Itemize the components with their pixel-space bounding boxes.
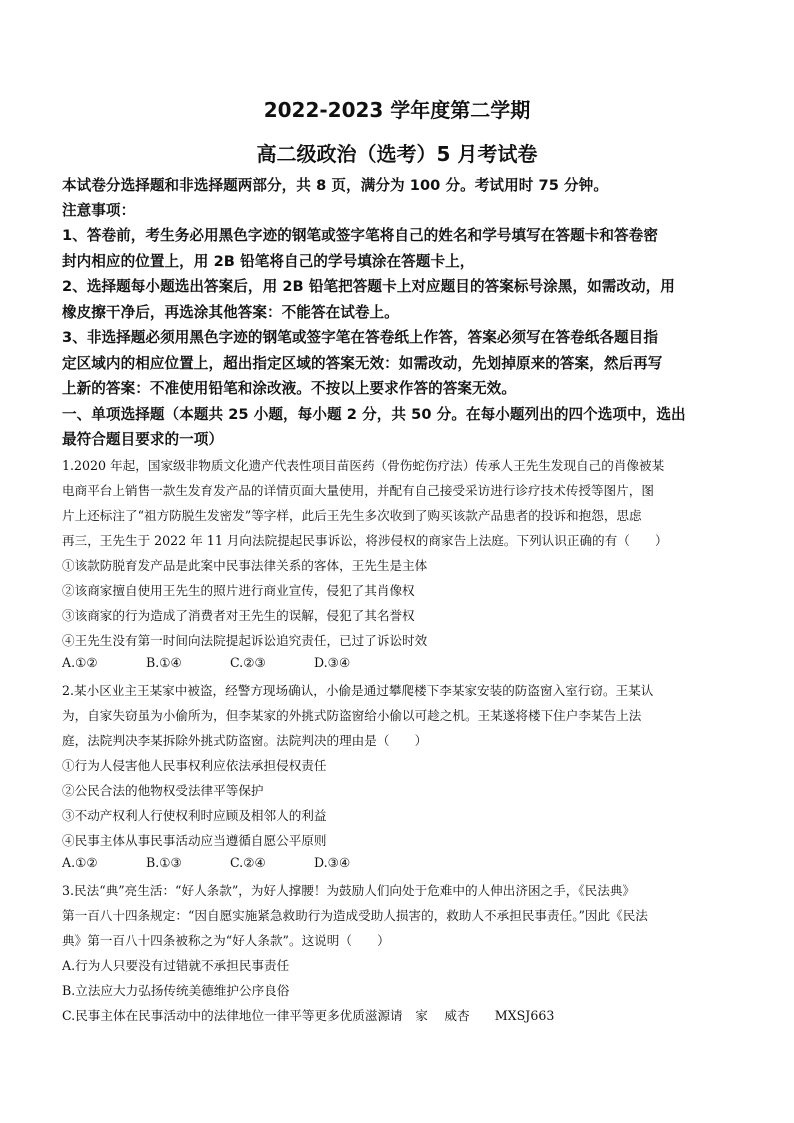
q2-option-a[interactable]: A.①② <box>62 855 98 870</box>
q2-options <box>62 855 398 870</box>
q3-option-b[interactable]: B.立法应大力弘扬传统美德维护公序良俗 <box>62 983 290 998</box>
note-1-line-2: 封内相应的位置上，用 2B 铅笔将自己的学号填涂在答题卡上， <box>62 253 475 270</box>
q1-stem-line-2: 电商平台上销售一款生发育发产品的详情页面大量使用，并配有自己接受采访进行诊疗技术传授等图片，图 <box>62 483 654 498</box>
q3-option-a[interactable]: A.行为人只要没有过错就不承担民事责任 <box>62 958 290 973</box>
q1-options <box>62 655 398 670</box>
q2-item-1: ①行为人侵害他人民事权利应依法承担侵权责任 <box>62 758 327 773</box>
q3-stem-line-1: 3.民法“典”亮生活：“好人条款”，为好人撑腰！为鼓励人们向处于危难中的人伸出济困之手，《民法典》 <box>62 883 636 898</box>
q1-item-3: ③该商家的行为造成了消费者对王先生的误解，侵犯了其名誉权 <box>62 608 415 623</box>
q2-option-d[interactable]: D.③④ <box>314 855 351 870</box>
note-2-line-1: 2、选择题每小题选出答案后，用 2B 铅笔把答题卡上对应题目的答案标号涂黑，如需改动，用 <box>62 278 675 295</box>
note-3-line-2: 定区域内的相应位置上，超出指定区域的答案无效：如需改动，先划掉原来的答案，然后再写 <box>62 355 663 372</box>
q1-stem-line-1: 1.2020 年起，国家级非物质文化遗产代表性项目苗医药（骨伤蛇伤疗法）传承人王先生发现自己的肖像被某 <box>62 458 665 473</box>
q2-option-b[interactable]: B.①③ <box>146 855 182 870</box>
q1-option-c[interactable]: C.②③ <box>230 655 266 670</box>
note-3-line-1: 3、非选择题必须用黑色字迹的钢笔或签字笔在答卷纸上作答，答案必须写在答卷纸各题目指 <box>62 329 658 346</box>
note-2-line-2: 橡皮擦干净后，再选涂其他答案：不能答在试卷上。 <box>62 304 399 321</box>
q1-item-1: ①该款防脱育发产品是此案中民事法律关系的客体，王先生是主体 <box>62 558 428 573</box>
q2-stem-line-1: 2.某小区业主王某家中被盗，经警方现场确认，小偷是通过攀爬楼下李某家安装的防盗窗入室行窃。王某认 <box>62 683 654 698</box>
q1-stem-line-4: 再三，王先生于 2022 年 11 月向法院提起民事诉讼，将涉侵权的商家告上法庭。下列认识正确的有（ ） <box>62 533 668 548</box>
notes-heading: 注意事项： <box>62 202 136 219</box>
exam-intro: 本试卷分选择题和非选择题两部分，共 8 页，满分为 100 分。考试用时 75 分钟。 <box>62 177 608 194</box>
section-heading-line-2: 最符合题目要求的一项） <box>62 431 224 448</box>
q1-item-2: ②该商家擅自使用王先生的照片进行商业宣传，侵犯了其肖像权 <box>62 583 415 598</box>
note-3-line-3: 上新的答案：不准使用铅笔和涂改液。不按以上要求作答的答案无效。 <box>62 380 516 397</box>
q2-item-2: ②公民合法的他物权受法律平等保护 <box>62 783 264 798</box>
q2-option-c[interactable]: C.②④ <box>230 855 266 870</box>
q1-option-b[interactable]: B.①④ <box>146 655 182 670</box>
q1-stem-line-3: 片上还标注了“祖方防脱生发密发”等字样，此后王先生多次收到了购买该款产品患者的投诉和抱怨，思虑 <box>62 508 642 523</box>
q3-stem-line-2: 第一百八十四条规定：“因自愿实施紧急救助行为造成受助人损害的，救助人不承担民事责任。”因此《民法 <box>62 908 648 923</box>
section-heading-line-1: 一、单项选择题（本题共 25 小题，每小题 2 分，共 50 分。在每小题列出的四个选项中，选出 <box>62 406 686 423</box>
q2-item-4: ④民事主体从事民事活动应当遵循自愿公平原则 <box>62 833 327 848</box>
exam-title-subject: 高二级政治（选考）5 月考试卷 <box>256 142 538 166</box>
q2-stem-line-3: 庭，法院判决李某拆除外挑式防盗窗。法院判决的理由是（ ） <box>62 733 428 748</box>
note-1-line-1: 1、答卷前，考生务必用黑色字迹的钢笔或签字笔将自己的姓名和学号填写在答题卡和答卷密 <box>62 227 658 244</box>
q3-stem-line-3: 典》第一百八十四条被称之为“好人条款”。这说明（ ） <box>62 933 390 948</box>
q1-option-d[interactable]: D.③④ <box>314 655 351 670</box>
q1-item-4: ④王先生没有第一时间向法院提起诉讼追究责任，已过了诉讼时效 <box>62 633 428 648</box>
exam-title-term: 2022-2023 学年度第二学期 <box>263 98 531 122</box>
q1-option-a[interactable]: A.①② <box>62 655 98 670</box>
q2-item-3: ③不动产权利人行使权利时应顾及相邻人的利益 <box>62 808 327 823</box>
q2-stem-line-2: 为，自家失窃虽为小偷所为，但李某家的外挑式防盗窗给小偷以可趁之机。王某遂将楼下住户李某告上法 <box>62 708 642 723</box>
q3-option-c[interactable]: C.民事主体在民事活动中的法律地位一律平等更多优质滋源请 家 威杏 MXSJ663 <box>62 1008 555 1023</box>
